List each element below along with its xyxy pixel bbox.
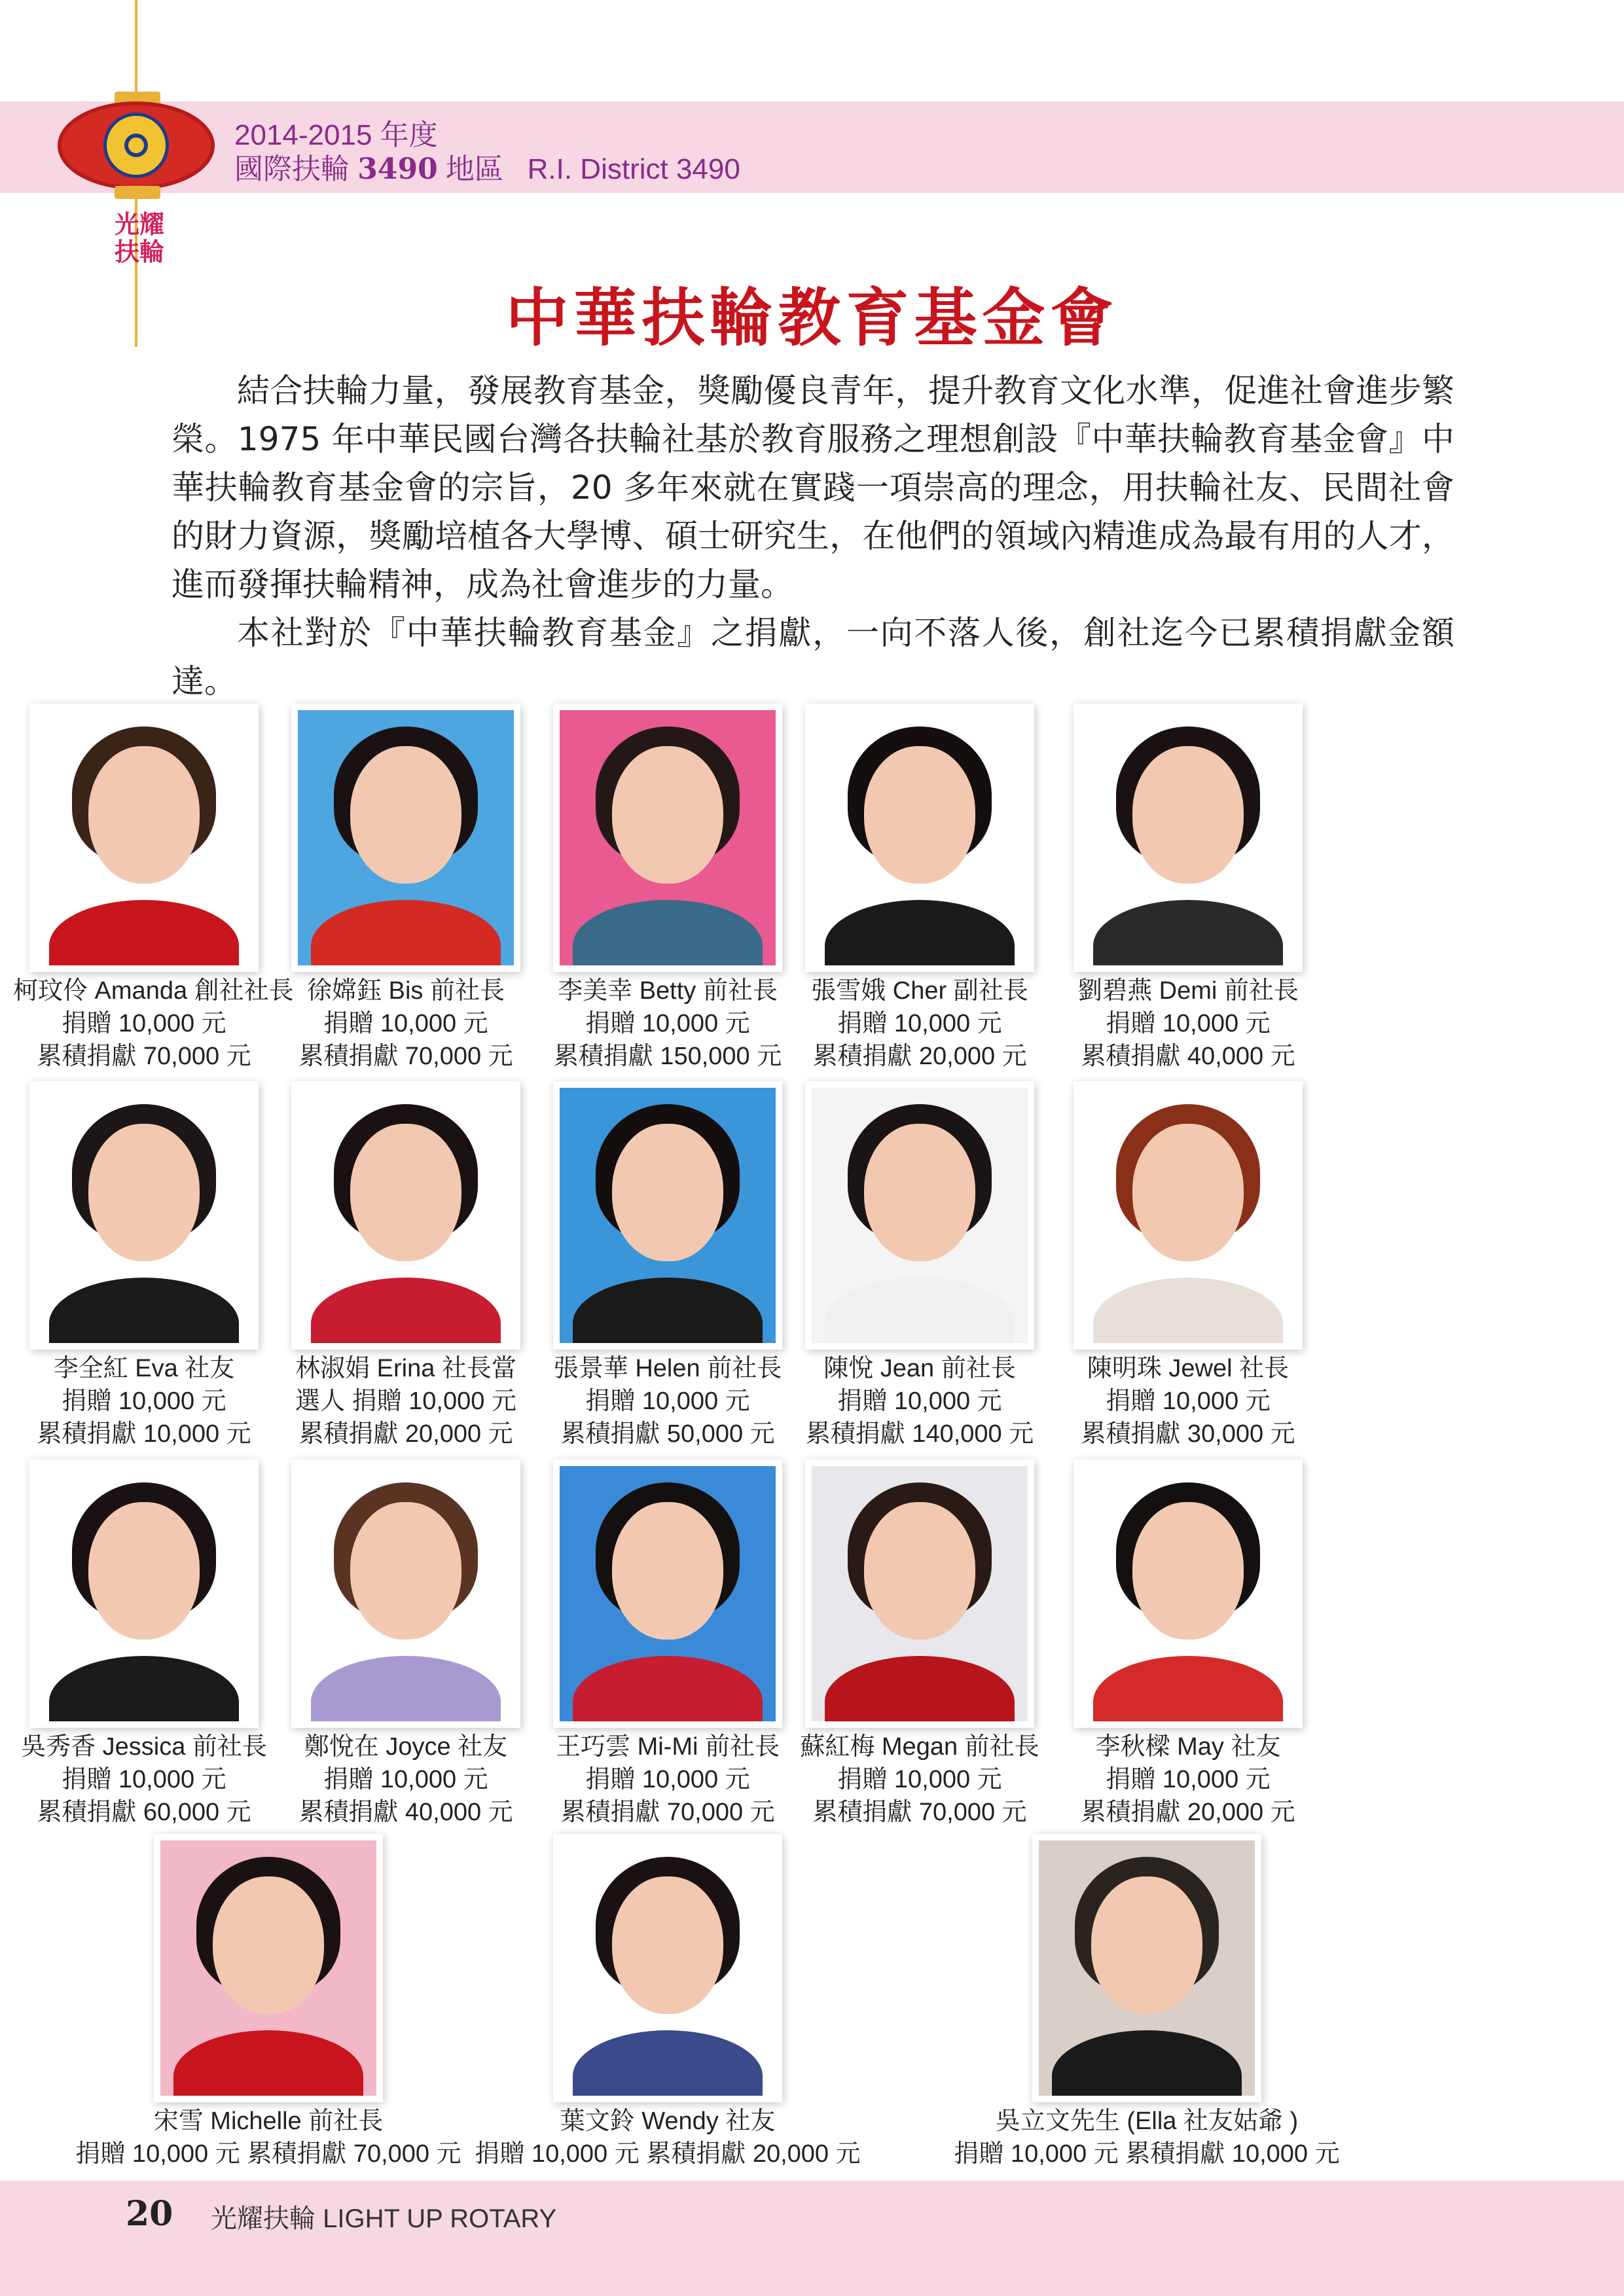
donor-donation: 捐贈 10,000 元 [62,1766,226,1793]
donor-donation: 捐贈 10,000 元 [1106,1010,1271,1037]
donor-card [13,1088,275,1450]
donor-total: 累積捐獻 40,000 元 [1081,1043,1295,1070]
district-suffix: 地區 [445,153,503,185]
donor-photo [36,710,252,965]
donor-donation: 捐贈 10,000 元 累積捐獻 10,000 元 [954,2140,1340,2168]
donor-photo [560,710,776,965]
donor-card [275,1088,537,1450]
district-prefix: 國際扶輪 [234,153,350,185]
donor-name: 吳立文先生 (Ella 社友姑爺 ) [995,2108,1299,2135]
donor-photo [812,710,1028,965]
donor-name: 王巧雲 Mi-Mi 前社長 [556,1733,780,1761]
donor-name: 李全紅 Eva 社友 [53,1355,235,1382]
donor-card [275,1466,537,1829]
donor-photo [1080,710,1296,965]
donor-donation: 選人 捐贈 10,000 元 [295,1388,516,1415]
donor-photo [560,1088,776,1343]
vertical-motto: 光耀扶輪 [114,209,164,266]
district-number: 3490 [357,152,438,186]
donor-name: 吳秀香 Jessica 前社長 [21,1733,267,1761]
donor-donation: 捐贈 10,000 元 [585,1388,750,1415]
donor-total: 累積捐獻 60,000 元 [37,1799,251,1826]
lantern-cap-bottom [115,186,160,199]
donor-photo [560,1466,776,1721]
donor-photo [298,1466,514,1721]
donor-card [13,710,294,1073]
donor-name: 葉文鈴 Wendy 社友 [560,2108,776,2135]
donor-total: 累積捐獻 140,000 元 [805,1420,1034,1448]
donor-donation: 捐贈 10,000 元 [1106,1766,1271,1793]
donor-card [789,710,1051,1073]
donor-total: 累積捐獻 30,000 元 [1081,1420,1295,1448]
donor-total: 累積捐獻 40,000 元 [298,1799,513,1826]
donor-card [72,1840,465,2170]
donor-card [789,1466,1051,1829]
donor-photo [1039,1840,1255,2096]
donor-card [789,1088,1051,1450]
donor-total: 累積捐獻 10,000 元 [37,1420,251,1448]
donor-name: 蘇紅梅 Megan 前社長 [800,1733,1039,1761]
donor-total: 累積捐獻 70,000 元 [812,1799,1027,1826]
donor-name: 鄭悅在 Joyce 社友 [304,1733,508,1761]
donor-donation: 捐贈 10,000 元 [62,1388,226,1415]
donor-card [275,710,537,1073]
page-title: 中華扶輪教育基金會 [505,281,1119,355]
donor-donation: 捐贈 10,000 元 [1106,1388,1271,1415]
donor-total: 累積捐獻 20,000 元 [1081,1799,1295,1826]
donor-total: 累積捐獻 50,000 元 [560,1420,775,1448]
donor-photo [812,1466,1028,1721]
donor-donation: 捐贈 10,000 元 累積捐獻 70,000 元 [75,2140,461,2168]
footer-text: 光耀扶輪 LIGHT UP ROTARY [211,2204,557,2233]
donor-donation: 捐贈 10,000 元 [62,1010,226,1037]
donor-card [1057,710,1319,1073]
donor-card [950,1840,1343,2170]
donor-donation: 捐贈 10,000 元 累積捐獻 20,000 元 [475,2140,861,2168]
donor-total: 累積捐獻 20,000 元 [298,1420,513,1448]
page-number: 20 [126,2194,173,2234]
donor-donation: 捐贈 10,000 元 [585,1766,750,1793]
donor-total: 累積捐獻 70,000 元 [298,1043,513,1070]
donor-name: 陳明珠 Jewel 社長 [1087,1355,1290,1382]
donor-total: 累積捐獻 150,000 元 [553,1043,782,1070]
donor-photo [298,1088,514,1343]
donor-photo [36,1088,252,1343]
donor-photo [1080,1088,1296,1343]
donor-photo [298,710,514,965]
donor-card [1057,1088,1319,1450]
donor-card [537,1088,799,1450]
intro-paragraph-1: 結合扶輪力量，發展教育基金，獎勵優良青年，提升教育文化水準，促進社會進步繁榮。1975 年中華民國台灣各扶輪社基於教育服務之理想創設『中華扶輪教育基金會』中華扶輪教育基金會的宗旨，20 多年來就在實踐一項崇高的理念，用扶輪社友、民間社會的財力資源，獎勵培植各大學博、碩士研究生，在他們的領域內精進成為最有用的人才，進而發揮扶輪精神，成為社會進步的力量。 [171,372,1454,603]
donor-name: 柯玟伶 Amanda 創社社長 [13,977,294,1005]
donor-name: 徐嫦鈺 Bis 前社長 [307,977,505,1005]
donor-card [1057,1466,1319,1829]
donor-donation: 捐贈 10,000 元 [323,1010,488,1037]
donor-photo [1080,1466,1296,1721]
rotary-wheel-icon [103,113,169,178]
donor-name: 張景華 Helen 前社長 [553,1355,782,1382]
header-year: 2014-2015 年度 [234,119,438,151]
district-english: R.I. District 3490 [527,153,740,185]
donor-name: 劉碧燕 Demi 前社長 [1077,977,1299,1005]
donor-name: 宋雪 Michelle 前社長 [153,2108,384,2135]
donor-name: 張雪娥 Cher 副社長 [811,977,1028,1005]
donor-photo [560,1840,776,2096]
donor-card [13,1466,275,1829]
donor-photo [160,1840,376,2096]
donor-name: 陳悅 Jean 前社長 [823,1355,1016,1382]
donor-donation: 捐贈 10,000 元 [837,1388,1002,1415]
header-district [234,145,740,187]
donor-photo [812,1088,1028,1343]
donor-card [537,710,799,1073]
donor-name: 林淑娟 Erina 社長當 [295,1355,516,1382]
donor-donation: 捐贈 10,000 元 [323,1766,488,1793]
donor-total: 累積捐獻 70,000 元 [37,1043,251,1070]
donor-card [537,1466,799,1829]
donor-total: 累積捐獻 70,000 元 [560,1799,775,1826]
donor-donation: 捐贈 10,000 元 [837,1010,1002,1037]
donor-donation: 捐贈 10,000 元 [585,1010,750,1037]
donor-card [471,1840,864,2170]
intro-text [171,367,1454,706]
donor-photo [36,1466,252,1721]
donor-total: 累積捐獻 20,000 元 [812,1043,1027,1070]
intro-paragraph-2: 本社對於『中華扶輪教育基金』之捐獻，一向不落人後，創社迄今已累積捐獻金額達。 [171,614,1454,700]
donor-donation: 捐贈 10,000 元 [837,1766,1002,1793]
donor-name: 李秋樑 May 社友 [1095,1733,1281,1761]
donor-name: 李美幸 Betty 前社長 [558,977,778,1005]
